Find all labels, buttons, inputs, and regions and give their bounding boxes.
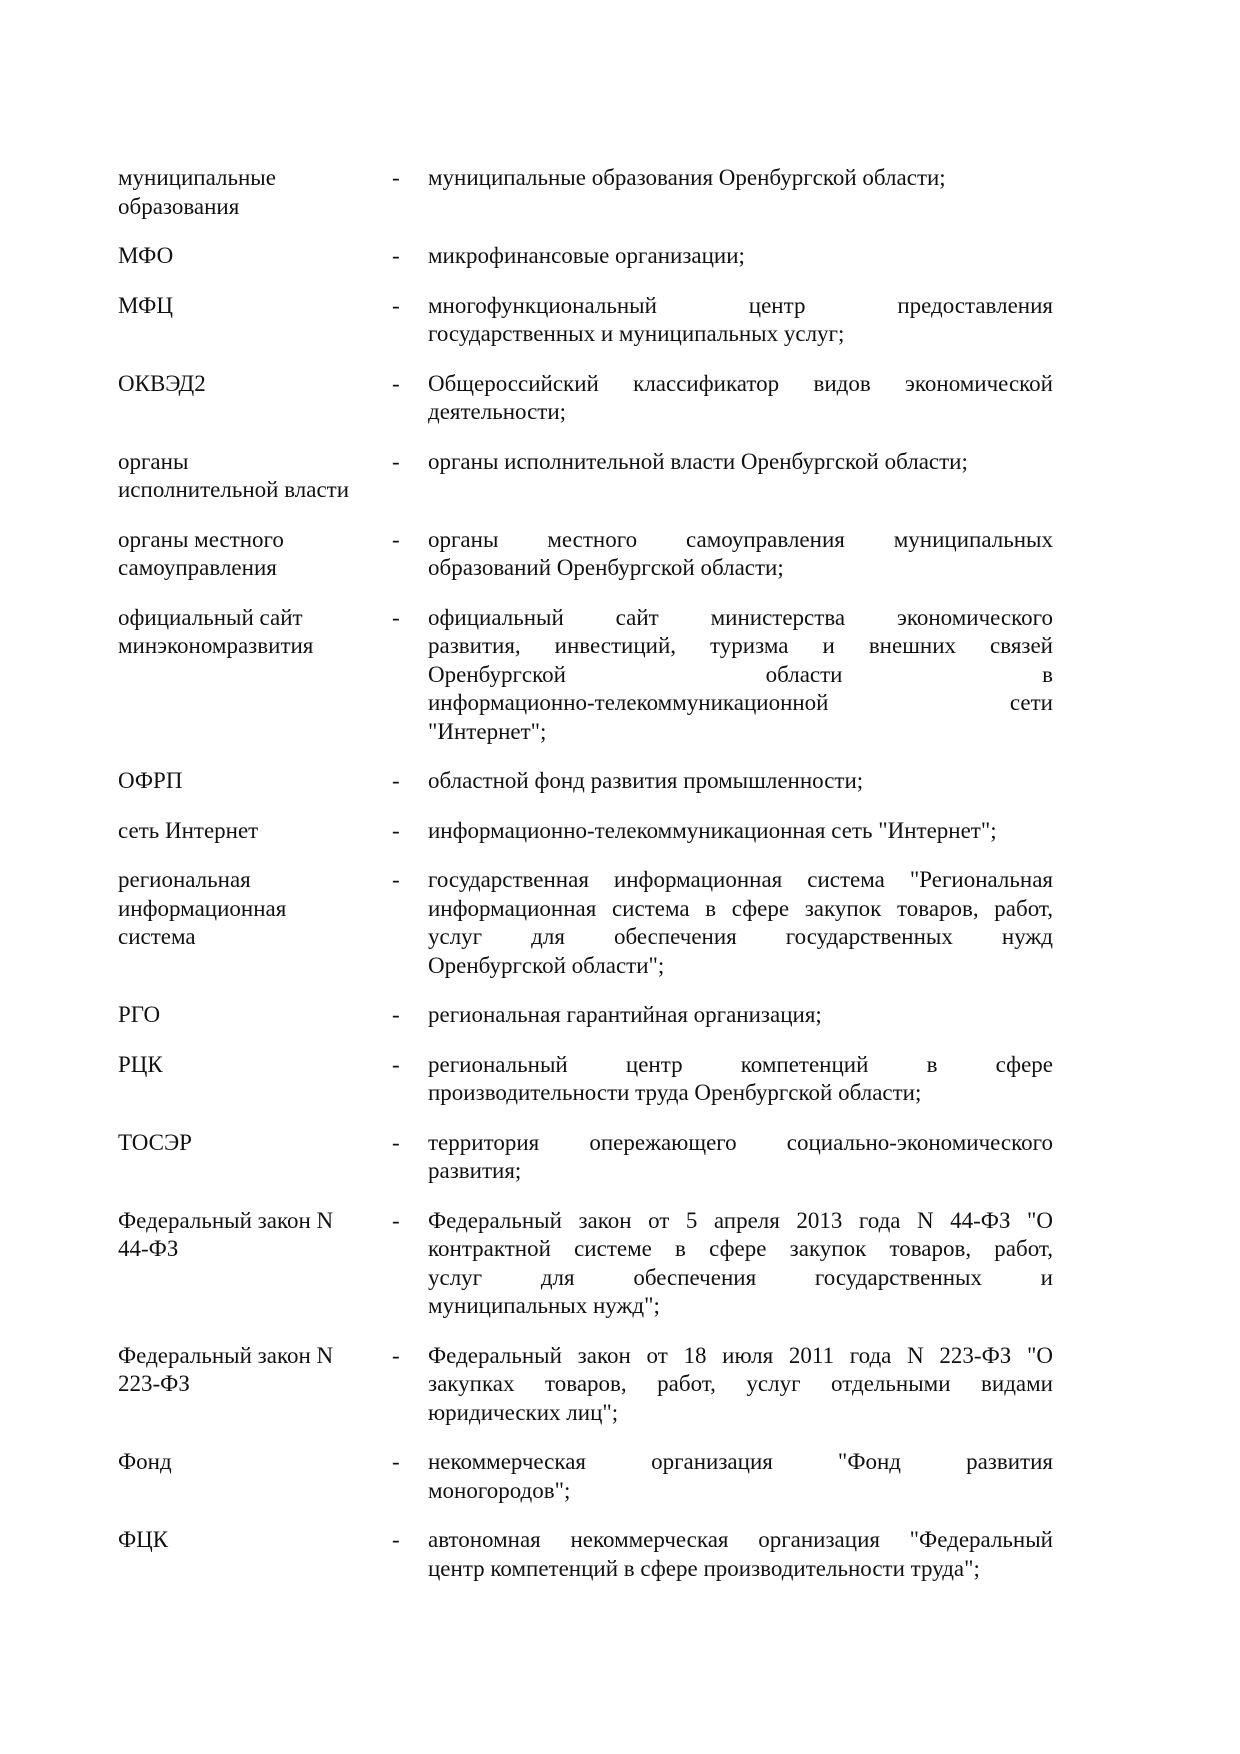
definition-line: информационная система в сфере закупок товаров, работ, [428, 895, 1053, 921]
definition-line: закупках товаров, работ, услуг отдельными видами [428, 1371, 1053, 1396]
glossary-definition [428, 1526, 1053, 1583]
glossary-definition [428, 164, 1053, 193]
glossary-definition [428, 1342, 1053, 1428]
separator-dash: - [392, 370, 400, 396]
separator-dash: - [392, 165, 400, 190]
separator-dash: - [392, 1449, 400, 1474]
term-line: 223-ФЗ [118, 1371, 190, 1396]
separator-dash: - [392, 768, 400, 793]
glossary-entry [118, 1001, 1058, 1030]
definition-line: органы исполнительной власти Оренбургской области; [428, 448, 968, 474]
glossary-term [118, 370, 388, 399]
glossary-definition [428, 292, 1053, 349]
definition-line: областной фонд развития промышленности; [428, 768, 864, 793]
glossary-definition [428, 526, 1053, 583]
term-line: региональная [118, 867, 251, 892]
separator-dash: - [392, 1129, 400, 1155]
definition-line: органы местного самоуправления муниципальных [428, 526, 1053, 552]
glossary-entry [118, 817, 1058, 846]
separator-dash: - [392, 1207, 400, 1233]
glossary-entry [118, 1526, 1058, 1583]
glossary-definition [428, 1001, 1053, 1030]
glossary-entry [118, 370, 1058, 427]
definition-line: моногородов"; [428, 1477, 571, 1503]
definition-line: информационно-телекоммуникационная сеть "Интернет"; [428, 817, 997, 843]
term-line: система [118, 924, 196, 949]
definition-line: официальный сайт министерства экономического [428, 604, 1053, 630]
glossary-entry [118, 526, 1058, 583]
abbreviations-glossary [118, 164, 1058, 1604]
glossary-definition [428, 817, 1053, 846]
glossary-term [118, 1051, 388, 1080]
glossary-term [118, 817, 388, 846]
glossary-definition [428, 1051, 1053, 1108]
definition-line: государственная информационная система "Региональная [428, 867, 1053, 892]
glossary-entry [118, 292, 1058, 349]
definition-line: территория опережающего социально-экономического [428, 1129, 1053, 1155]
glossary-term [118, 242, 388, 271]
definition-line: автономная некоммерческая организация "Федеральный [428, 1527, 1053, 1552]
glossary-entry [118, 866, 1058, 980]
separator-dash: - [392, 292, 400, 318]
term-line: Федеральный закон N [118, 1207, 334, 1233]
definition-line: государственных и муниципальных услуг; [428, 321, 845, 346]
glossary-definition [428, 767, 1053, 796]
glossary-term [118, 1207, 388, 1264]
definition-line: муниципальные образования Оренбургской области; [428, 165, 946, 190]
separator-dash: - [392, 867, 400, 892]
definition-line: Федеральный закон от 18 июля 2011 года N 223-ФЗ "О [428, 1342, 1053, 1368]
glossary-term [118, 1129, 388, 1158]
term-line: минэкономразвития [118, 633, 314, 658]
term-line: ТОСЭР [118, 1129, 192, 1155]
glossary-term [118, 1526, 388, 1555]
definition-line: юридических лиц"; [428, 1399, 619, 1425]
glossary-term [118, 526, 388, 583]
definition-line: услуг для обеспечения государственных нужд [428, 924, 1053, 949]
definition-line: Общероссийский классификатор видов экономической [428, 370, 1053, 396]
term-line: информационная [118, 895, 287, 921]
term-line: органы [118, 448, 189, 474]
glossary-definition [428, 866, 1053, 980]
glossary-term [118, 866, 388, 952]
definition-line: "Интернет"; [428, 718, 547, 744]
glossary-entry [118, 1051, 1058, 1108]
definition-line: контрактной системе в сфере закупок товаров, работ, [428, 1236, 1053, 1261]
term-line: Фонд [118, 1449, 172, 1474]
glossary-entry [118, 604, 1058, 747]
separator-dash: - [392, 1342, 400, 1368]
glossary-entry [118, 1207, 1058, 1321]
separator-dash: - [392, 1527, 400, 1552]
definition-line: некоммерческая организация "Фонд развития [428, 1449, 1053, 1474]
definition-line: многофункциональный центр предоставления [428, 292, 1053, 318]
glossary-term [118, 604, 388, 661]
glossary-term [118, 448, 388, 505]
term-line: МФЦ [118, 292, 173, 318]
glossary-definition [428, 1207, 1053, 1321]
separator-dash: - [392, 526, 400, 552]
glossary-entry [118, 1342, 1058, 1428]
definition-line: информационно-телекоммуникационной сети [428, 690, 1053, 715]
term-line: образования [118, 193, 240, 219]
definition-line: Оренбургской области"; [428, 952, 665, 978]
separator-dash: - [392, 604, 400, 630]
term-line: ОФРП [118, 768, 183, 793]
definition-line: региональный центр компетенций в сфере [428, 1051, 1053, 1077]
glossary-entry [118, 1448, 1058, 1505]
term-line: органы местного [118, 526, 284, 552]
definition-line: региональная гарантийная организация; [428, 1002, 822, 1027]
term-line: ФЦК [118, 1527, 169, 1552]
glossary-term [118, 1001, 388, 1030]
definition-line: образований Оренбургской области; [428, 555, 784, 580]
definition-line: развития, инвестиций, туризма и внешних связей [428, 633, 1053, 658]
glossary-definition [428, 370, 1053, 427]
glossary-term [118, 292, 388, 321]
glossary-definition [428, 1448, 1053, 1505]
term-line: Федеральный закон N [118, 1342, 334, 1368]
definition-line: производительности труда Оренбургской области; [428, 1080, 922, 1105]
term-line: МФО [118, 243, 174, 268]
glossary-definition [428, 448, 1053, 477]
term-line: РЦК [118, 1051, 163, 1077]
term-line: ОКВЭД2 [118, 370, 206, 396]
term-line: исполнительной власти [118, 477, 350, 502]
term-line: официальный сайт [118, 604, 303, 630]
definition-line: развития; [428, 1158, 522, 1183]
glossary-term [118, 164, 388, 221]
term-line: самоуправления [118, 555, 277, 580]
term-line: 44-ФЗ [118, 1236, 179, 1261]
glossary-definition [428, 242, 1053, 271]
definition-line: деятельности; [428, 399, 567, 424]
separator-dash: - [392, 1051, 400, 1077]
glossary-definition [428, 604, 1053, 747]
glossary-definition [428, 1129, 1053, 1186]
definition-line: центр компетенций в сфере производительности труда"; [428, 1555, 980, 1581]
glossary-entry [118, 164, 1058, 221]
definition-line: Оренбургской области в [428, 661, 1053, 687]
separator-dash: - [392, 817, 400, 843]
definition-line: Федеральный закон от 5 апреля 2013 года N 44-ФЗ "О [428, 1207, 1053, 1233]
term-line: РГО [118, 1002, 161, 1027]
separator-dash: - [392, 1002, 400, 1027]
separator-dash: - [392, 448, 400, 474]
term-line: сеть Интернет [118, 817, 259, 843]
separator-dash: - [392, 243, 400, 268]
definition-line: муниципальных нужд"; [428, 1293, 660, 1318]
term-line: муниципальные [118, 165, 276, 190]
glossary-entry [118, 1129, 1058, 1186]
glossary-entry [118, 242, 1058, 271]
glossary-entry [118, 448, 1058, 505]
glossary-term [118, 1448, 388, 1477]
glossary-term [118, 767, 388, 796]
glossary-entry [118, 767, 1058, 796]
glossary-term [118, 1342, 388, 1399]
definition-line: услуг для обеспечения государственных и [428, 1264, 1053, 1290]
definition-line: микрофинансовые организации; [428, 243, 745, 268]
